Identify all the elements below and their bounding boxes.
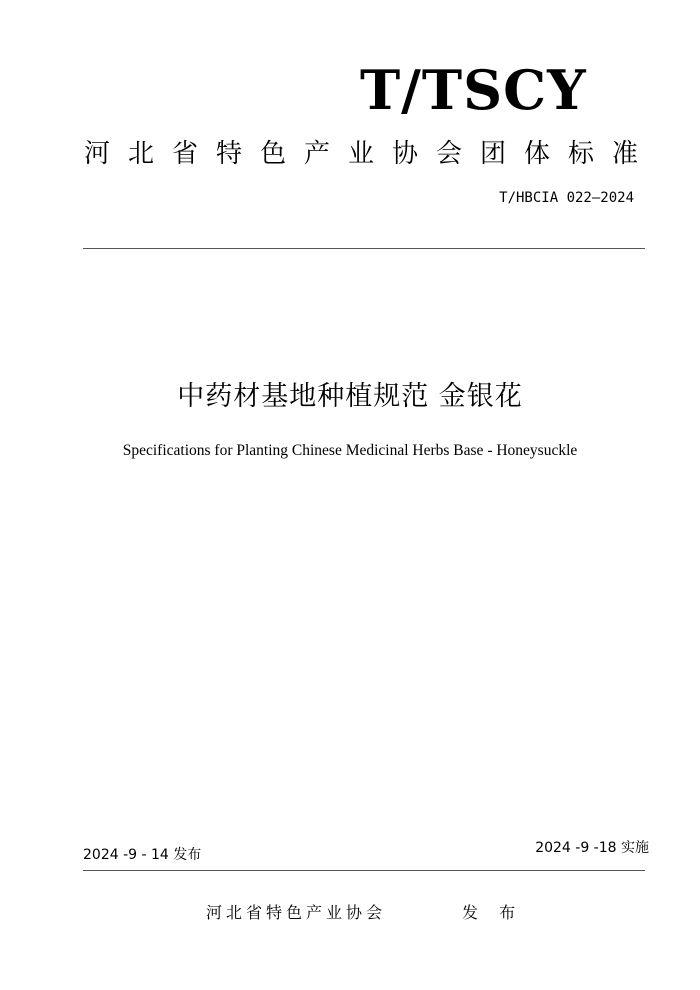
publish-label: 发 布	[462, 903, 524, 922]
document-title-chinese: 中药材基地种植规范 金银花	[177, 381, 523, 412]
standard-code-logo: T/TSCY	[360, 58, 587, 122]
organization-title: 河北省特色产业协会团体标准	[84, 139, 657, 169]
document-title-english: Specifications for Planting Chinese Medicinal Herbs Base - Honeysuckle	[122, 442, 578, 459]
top-divider	[83, 248, 645, 249]
implementation-date: 2024 -9 -18 实施	[535, 840, 649, 856]
issue-date: 2024 -9 - 14 发布	[83, 847, 202, 863]
publisher-name: 河北省特色产业协会	[206, 903, 387, 922]
standard-number: T/HBCIA 022—2024	[499, 190, 634, 206]
bottom-divider	[83, 870, 645, 871]
